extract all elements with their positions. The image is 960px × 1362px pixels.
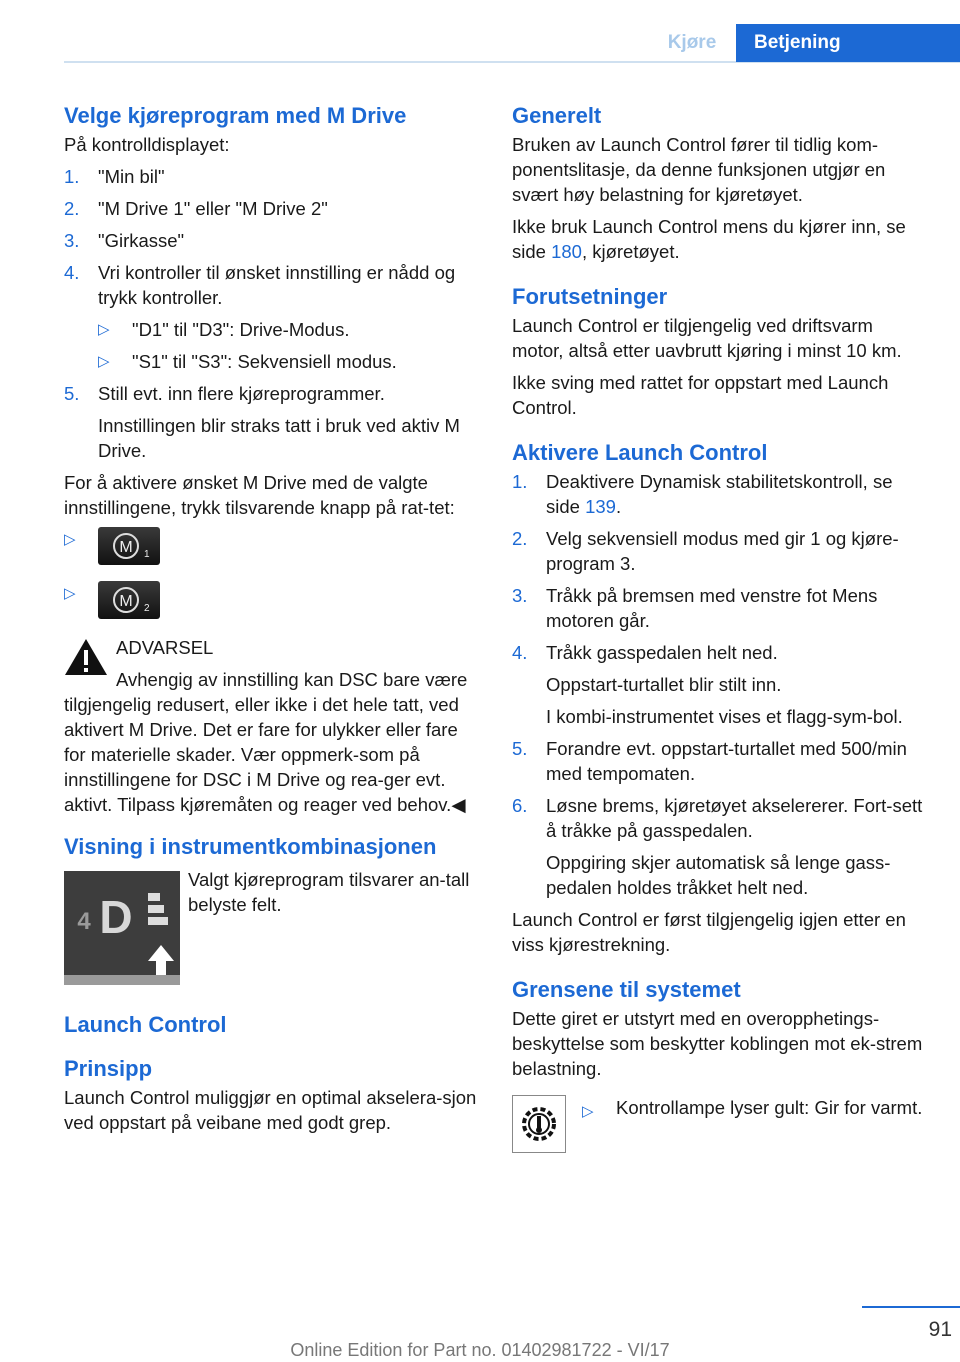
forut-text-1: Launch Control er tilgjengelig ved driftsvarm motor, altså etter uavbrutt kjøring i minst 10 km. [512,315,902,361]
list-item: 3. "Girkasse" [64,230,185,251]
svg-text:1: 1 [144,549,150,560]
steps-list [64,164,480,463]
sub-list-item: ▷ "S1" til "S3": Sekvensiell modus. [98,351,397,372]
instrument-display-image [64,871,180,985]
list-item: 6. Løsne brems, kjøretøyet akselererer. Fort-sett å tråkke på gasspedalen. [512,795,923,841]
page-number: 91 [928,1318,952,1341]
intro-text: På kontrolldisplayet: [64,134,230,155]
m-drive-2-row [64,581,480,619]
generelt-text-1: Bruken av Launch Control fører til tidlig kom-ponentslitasje, da denne funksjonen utgjør en svært høy belastning for kjøretøyet. [512,134,886,205]
list-item: 5. Forandre evt. oppstart-turtallet med 500/min med tempomaten. [512,738,907,784]
visning-text: Valgt kjøreprogram tilsvarer an-tall belyste felt. [188,869,470,915]
prinsipp-text: Launch Control muliggjør en optimal akselera-sjon ved oppstart på veibane med godt grep. [64,1087,477,1133]
m1-button-icon [98,527,160,565]
section-title-m-drive: Velge kjøreprogram med M Drive [64,103,407,128]
tab-betjening[interactable]: Betjening [736,24,960,62]
gearbox-temperature-icon [512,1095,566,1153]
warning-triangle-icon [64,637,108,677]
m2-button-icon [98,581,160,619]
grense-text: Dette giret er utstyrt med en overopphetings-beskyttelse som beskytter koblingen mot ek-strem belastning. [512,1008,923,1079]
section-title-aktivere: Aktivere Launch Control [512,440,768,465]
step-continuation: I kombi-instrumentet vises et flagg-sym-bol. [546,706,903,727]
buttons-intro: For å aktivere ønsket M Drive med de valgte innstillingene, trykk tilsvarende knapp på rat-tet: [64,472,455,518]
warning-text: Avhengig av innstilling kan DSC bare være tilgjengelig redusert, eller ikke i det hele tatt, ved aktivert M Drive. Det er fare for ulykker eller fare for materielle skader. Vær oppmerk-som på innstillingene for DSC i M Drive og rea-ger evt. aktivt. Tilpass kjøremåten og reager ved behov.◀ [64,669,468,815]
list-item: 4. Vri kontroller til ønsket innstilling er nådd og trykk kontroller. [64,262,456,308]
section-title-visning: Visning i instrumentkombinasjonen [64,834,437,859]
list-item: 2. Velg sekvensiell modus med gir 1 og kjøre-program 3. [512,528,899,574]
warning-block [64,635,480,817]
step-continuation: Oppgiring skjer automatisk så lenge gass-pedalen holdes tråkket helt ned. [546,852,891,898]
section-title-grensene: Grensene til systemet [512,977,741,1002]
step-continuation: Innstillingen blir straks tatt i bruk ved aktiv M Drive. [98,415,460,461]
step-continuation: Oppstart-turtallet blir stilt inn. [546,674,782,695]
list-item: 1. "Min bil" [64,166,165,187]
svg-text:D: D [99,891,133,943]
list-item: 3. Tråkk på bremsen med venstre fot Mens motoren går. [512,585,878,631]
triangle-bullet-icon: ▷ [64,585,76,602]
aktiv-after-text: Launch Control er først tilgjengelig igjen etter en viss kjørestrekning. [512,909,906,955]
forut-text-2: Ikke sving med rattet for oppstart med Launch Control. [512,372,889,418]
right-column [512,100,928,1153]
section-title-launch-control: Launch Control [64,1012,227,1037]
generelt-text-2: Ikke bruk Launch Control mens du kjører inn, se side 180, kjøretøyet. [512,216,906,262]
svg-text:M: M [119,539,133,556]
list-item: 4. Tråkk gasspedalen helt ned. [512,642,778,663]
triangle-bullet-icon: ▷ [98,353,110,370]
triangle-bullet-icon: ▷ [98,321,110,338]
edition-footer: Online Edition for Part no. 01402981722 - VI/17 [290,1340,670,1360]
m-drive-1-row [64,527,480,565]
gear-warning-item [512,1095,928,1153]
gear-warning-text: Kontrollampe lyser gult: Gir for varmt. [616,1097,923,1118]
page-link-180[interactable]: 180 [551,241,582,262]
triangle-bullet-icon: ▷ [582,1103,594,1120]
section-title-prinsipp: Prinsipp [64,1056,153,1081]
triangle-bullet-icon: ▷ [64,531,76,548]
page-link-139[interactable]: 139 [585,496,616,517]
list-item: 1. Deaktivere Dynamisk stabilitetskontroll, se side 139. [512,471,893,517]
section-title-generelt: Generelt [512,103,602,128]
warning-title: ADVARSEL [116,637,214,658]
left-column [64,100,480,1142]
sub-list-item: ▷ "D1" til "D3": Drive-Modus. [98,319,350,340]
svg-text:2: 2 [144,603,150,614]
aktiv-steps-list [512,469,928,900]
svg-text:4: 4 [77,908,91,935]
section-title-forutsetninger: Forutsetninger [512,284,668,309]
list-item: 5. Still evt. inn flere kjøreprogrammer. [64,383,385,404]
visning-block [64,867,480,989]
svg-text:M: M [119,593,133,610]
tab-kjore[interactable]: Kjøre [667,32,717,53]
list-item: 2. "M Drive 1" eller "M Drive 2" [64,198,328,219]
footer-rule [862,1306,960,1308]
